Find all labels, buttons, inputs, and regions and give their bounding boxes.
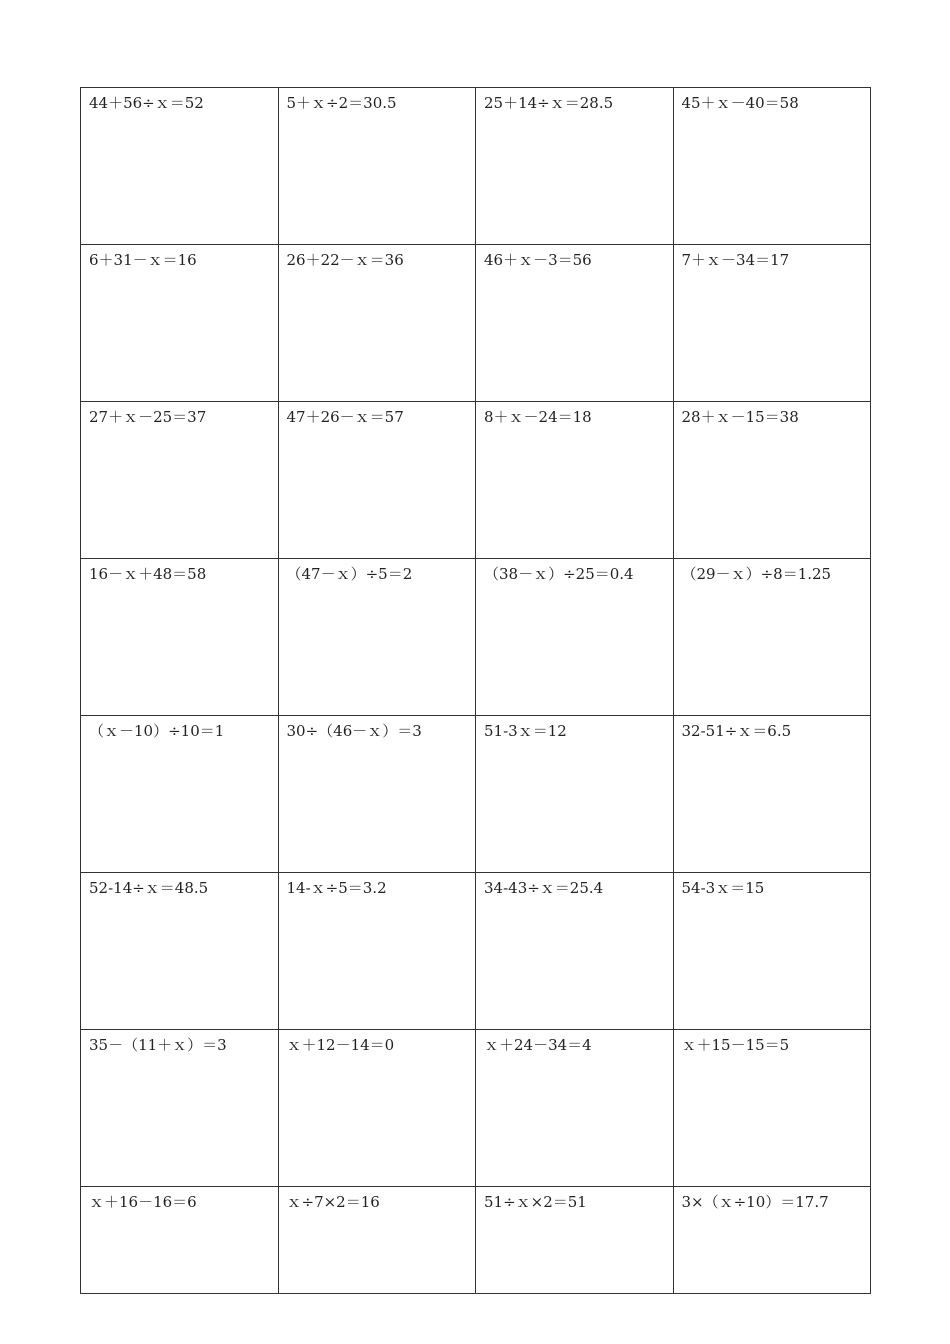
equation-cell <box>278 88 476 245</box>
equation-text: ｘ＋12－14＝0 <box>286 1036 395 1054</box>
equation-cell <box>673 873 871 1030</box>
equation-cell <box>476 88 674 245</box>
equation-cell <box>81 88 279 245</box>
equation-row <box>81 559 871 716</box>
equation-worksheet-table <box>80 87 871 1294</box>
equation-row <box>81 1187 871 1294</box>
equation-cell <box>673 88 871 245</box>
equation-cell <box>81 1030 279 1187</box>
equation-text: 14-ｘ÷5＝3.2 <box>286 879 387 897</box>
equation-text: 44＋56÷ｘ＝52 <box>89 94 204 112</box>
equation-text: 32-51÷ｘ＝6.5 <box>681 722 792 740</box>
equation-cell <box>81 873 279 1030</box>
equation-row <box>81 716 871 873</box>
equation-text: 51÷ｘ×2＝51 <box>484 1193 587 1211</box>
equation-text: 34-43÷ｘ＝25.4 <box>484 879 604 897</box>
equation-text: 51-3ｘ＝12 <box>484 722 567 740</box>
equation-cell <box>278 559 476 716</box>
equation-text: 7＋ｘ－34＝17 <box>681 251 790 269</box>
equation-text: （38－ｘ）÷25＝0.4 <box>484 565 634 583</box>
equation-text: ｘ＋16－16＝6 <box>89 1193 197 1211</box>
equation-cell <box>278 402 476 559</box>
equation-text: （ｘ－10）÷10＝1 <box>89 722 225 740</box>
equation-cell <box>476 873 674 1030</box>
equation-text: 8＋ｘ－24＝18 <box>484 408 592 426</box>
equation-row <box>81 88 871 245</box>
equation-text: 3×（ｘ÷10）＝17.7 <box>681 1193 829 1211</box>
equation-cell <box>673 245 871 402</box>
equation-cell <box>278 245 476 402</box>
equation-cell <box>278 1187 476 1294</box>
equation-cell <box>673 1030 871 1187</box>
equation-cell <box>673 402 871 559</box>
equation-cell <box>476 1187 674 1294</box>
equation-cell <box>476 716 674 873</box>
equation-text: 47＋26－ｘ＝57 <box>286 408 404 426</box>
equation-cell <box>673 1187 871 1294</box>
equation-row <box>81 873 871 1030</box>
equation-text: （47－ｘ）÷5＝2 <box>286 565 413 583</box>
equation-text: 30÷（46－ｘ）＝3 <box>286 722 422 740</box>
equation-text: （29－ｘ）÷8＝1.25 <box>681 565 832 583</box>
equation-text: 35－（11＋ｘ）＝3 <box>89 1036 227 1054</box>
equation-row <box>81 1030 871 1187</box>
equation-cell <box>476 245 674 402</box>
equation-text: 54-3ｘ＝15 <box>681 879 765 897</box>
equation-cell <box>673 559 871 716</box>
equation-cell <box>278 1030 476 1187</box>
equation-cell <box>278 716 476 873</box>
equation-cell <box>81 716 279 873</box>
equation-text: ｘ÷7×2＝16 <box>286 1193 380 1211</box>
equation-cell <box>476 559 674 716</box>
equation-row <box>81 402 871 559</box>
worksheet-body <box>81 88 871 1294</box>
equation-cell <box>476 1030 674 1187</box>
equation-text: 25＋14÷ｘ＝28.5 <box>484 94 614 112</box>
equation-cell <box>673 716 871 873</box>
equation-text: 46＋ｘ－3＝56 <box>484 251 592 269</box>
equation-cell <box>476 402 674 559</box>
equation-cell <box>81 1187 279 1294</box>
equation-cell <box>278 873 476 1030</box>
equation-text: 5＋ｘ÷2＝30.5 <box>286 94 397 112</box>
equation-text: 27＋ｘ－25＝37 <box>89 408 207 426</box>
equation-cell <box>81 559 279 716</box>
equation-text: 6＋31－ｘ＝16 <box>89 251 197 269</box>
equation-text: ｘ＋15－15＝5 <box>681 1036 790 1054</box>
equation-cell <box>81 245 279 402</box>
equation-text: ｘ＋24－34＝4 <box>484 1036 592 1054</box>
equation-text: 16－ｘ＋48＝58 <box>89 565 207 583</box>
equation-text: 26＋22－ｘ＝36 <box>286 251 404 269</box>
equation-text: 45＋ｘ－40＝58 <box>681 94 799 112</box>
equation-row <box>81 245 871 402</box>
equation-text: 28＋ｘ－15＝38 <box>681 408 799 426</box>
equation-cell <box>81 402 279 559</box>
equation-text: 52-14÷ｘ＝48.5 <box>89 879 209 897</box>
